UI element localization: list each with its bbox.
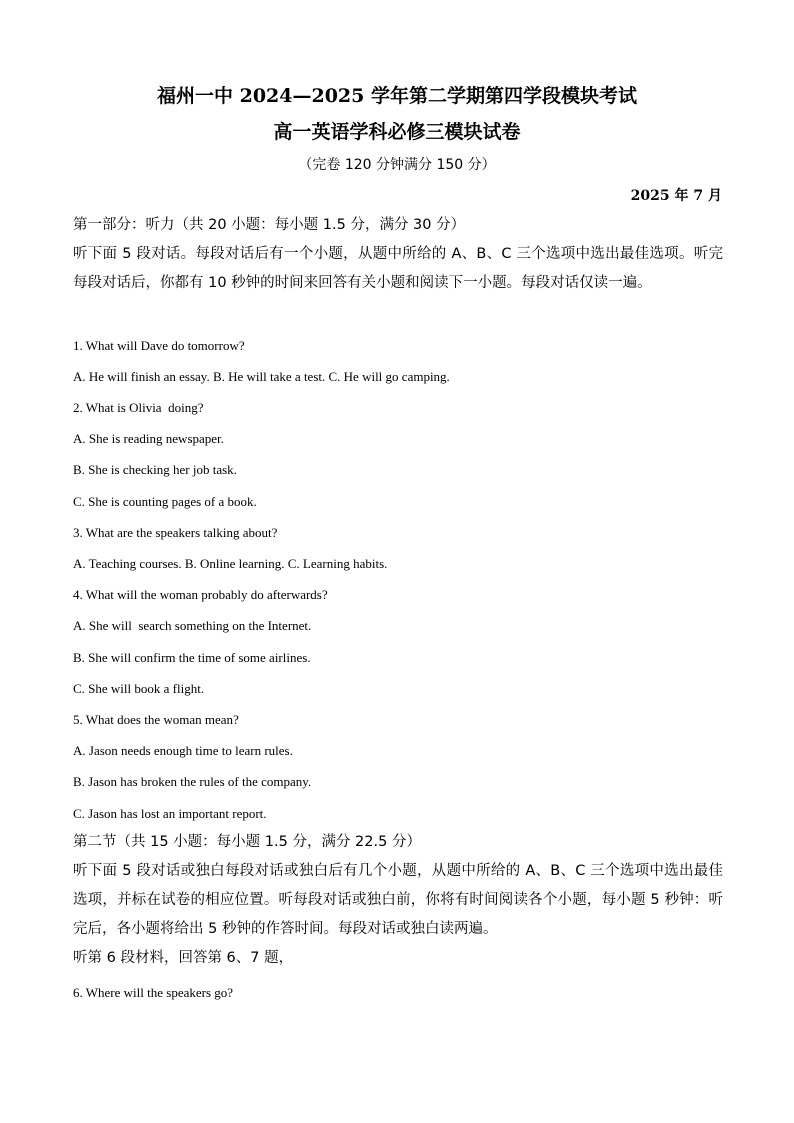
question-4-option-a: A. She will search something on the Internet. [73, 618, 312, 633]
material-note: 听第 6 段材料，回答第 6、7 题， [73, 950, 294, 966]
part2-instructions: 听下面 5 段对话或独白每段对话或独白后有几个小题，从题中所给的 A、B、C 三个选项中选出最佳选项，并标在试卷的相应位置。听每段对话或独白前，你将有时间阅读各个小题，每小题 5 秒钟：听完后，各小题将给出 5 秒钟的作答时间。每段对话或独白读两遍。 [73, 863, 723, 937]
question-3-options: A. Teaching courses. B. Online learning. C. Learning habits. [73, 556, 388, 571]
part2-heading: 第二节（共 15 小题：每小题 1.5 分，满分 22.5 分） [73, 834, 421, 850]
exam-duration-note: （完卷 120 分钟满分 150 分） [298, 157, 496, 173]
question-3: 3. What are the speakers talking about? [73, 525, 278, 540]
question-4-option-c: C. She will book a flight. [73, 681, 205, 696]
part1-heading: 第一部分：听力（共 20 小题：每小题 1.5 分，满分 30 分） [73, 217, 466, 233]
part1-instructions: 听下面 5 段对话。每段对话后有一个小题，从题中所给的 A、B、C 三个选项中选出最佳选项。听完每段对话后，你都有 10 秒钟的时间来回答有关小题和阅读下一小题。每段对话仅读一遍。 [73, 246, 723, 291]
question-1: 1. What will Dave do tomorrow? [73, 338, 245, 353]
question-1-options: A. He will finish an essay. B. He will take a test. C. He will go camping. [73, 369, 450, 384]
question-2: 2. What is Olivia doing? [73, 400, 204, 415]
question-2-option-b: B. She is checking her job task. [73, 462, 237, 477]
question-5: 5. What does the woman mean? [73, 712, 239, 727]
question-2-option-a: A. She is reading newspaper. [73, 431, 224, 446]
paper-title: 高一英语学科必修三模块试卷 [273, 121, 521, 143]
question-4-option-b: B. She will confirm the time of some airlines. [73, 650, 311, 665]
question-4: 4. What will the woman probably do afterwards? [73, 587, 328, 602]
exam-title: 福州一中 2024—2025 学年第二学期第四学段模块考试 [157, 85, 637, 107]
question-6: 6. Where will the speakers go? [73, 985, 234, 1000]
question-5-option-a: A. Jason needs enough time to learn rules. [73, 743, 293, 758]
question-5-option-b: B. Jason has broken the rules of the company. [73, 774, 312, 789]
exam-date: 2025 年 7 月 [630, 188, 722, 204]
question-5-option-c: C. Jason has lost an important report. [73, 806, 267, 821]
question-2-option-c: C. She is counting pages of a book. [73, 494, 257, 509]
